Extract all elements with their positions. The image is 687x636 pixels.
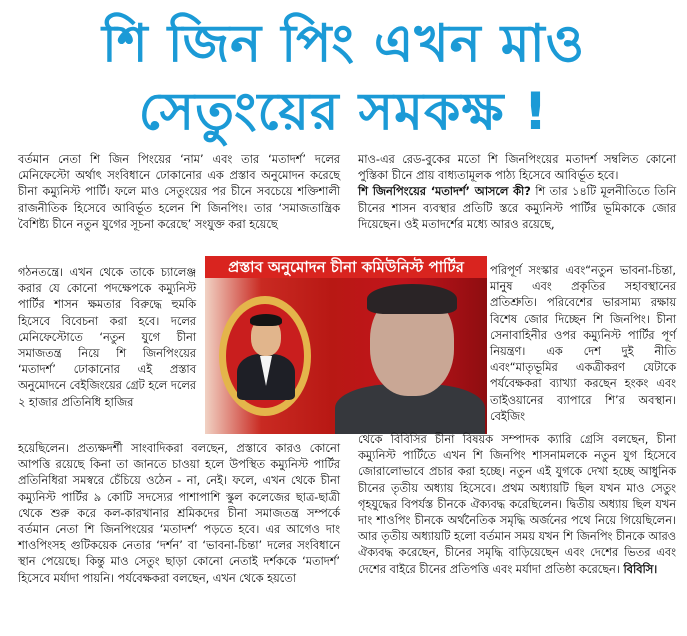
right-column-mid: [490, 263, 676, 425]
headline: [0, 0, 687, 146]
subheading-text: শি তার ১৪টি মূলনীতিতে তিনি চীনের শাসন ব্যবস্থার প্রতিটি স্তরে কম্যুনিস্ট পার্টির ভূমিকাকে জোর দিয়েছেন। ওই মতাদর্শের মধ্যে আরও রয়েছে,: [358, 185, 676, 231]
xi-hair: [250, 314, 282, 326]
left-narrow-paragraph: গঠনতন্ত্রে। এখন থেকে তাকে চ্যালেঞ্জ করার যে কোনো পদক্ষেপকে কম্যুনিস্ট পার্টির শাসন ক্ষমতার বিরুদ্ধে হুমকি হিসেবে বিবেচনা করা হবে। দলের মেনিফেস্টোতে ‘নতুন যুগে চীনা সমাজতন্ত্র নিয়ে শি জিনপিংয়ের ‘মতাদর্শ’ ঢোকানোর এই প্রস্তাব অনুমোদনে বেইজিংয়ের গ্রেট হলে দলের ২ হাজার প্রতিনিধি হাজির: [18, 266, 196, 409]
mao-hair: [367, 284, 457, 314]
headline-line-1: শি জিন পিং এখন মাও: [101, 14, 586, 74]
right-mid-paragraph: পরিপূর্ণ সংস্কার এবং“নতুন ভাবনা-চিন্তা, মানুষ এবং প্রকৃতির সহাবস্থানের প্রতিশ্রুতি। পরিবেশের ভারসাম্য রক্ষায় বিশেষ জোর দিচ্ছেন শি জিনপিং। চীনা সেনাবাহিনীর ওপর কম্যুনিস্ট পার্টির পূর্ণ নিয়ন্ত্রণ। এক দেশ দুই নীতি এবং“মাতৃভূমির একত্রীকরণ যেটাকে পর্যবেক্ষকরা ব্যাখ্যা করছেন হংকং এবং তাইওয়ানের ব্যাপারে শি’র অবস্থান। বেইজিং: [490, 264, 676, 423]
left-column-bottom: [18, 441, 340, 587]
headline-line-2: সেতুংয়ের সমকক্ষ !: [138, 82, 549, 142]
right-top-paragraph: মাও-এর রেড-বুকের মতো শি জিনপিংয়ের মতাদর্শ সম্বলিত কোনো পুস্তিকা চীনে প্রায় বাধ্যতামূলক পাঠ্য হিসেবে আবির্ভূত হবে।: [358, 153, 676, 183]
left-column-narrow: [18, 265, 196, 411]
photo-xi-mao-portraits: [205, 278, 487, 434]
right-bottom-text: থেকে বিবিসির চীনা বিষয়ক সম্পাদক ক্যারি গ্রেসি বলছেন, চীনা কম্যুনিস্ট পার্টিতে এখন শি জিনপিং শাসনামলকে নতুন যুগ হিসেবে জোরালোভাবে প্রচার করা হচ্ছে। নতুন এই যুগকে দেখা হচ্ছে আধুনিক চীনের তৃতীয় অধ্যায় হিসেবে। প্রথম অধ্যায়টি ছিল যখন মাও সেতুং গৃহযুদ্ধের বিপর্যস্ত চীনকে ঐক্যবদ্ধ করেছিলেন। দ্বিতীয় অধ্যায় ছিল যখন দাং শাওপিং চীনকে অর্থনৈতিক সমৃদ্ধি অর্জনের পথে নিয়ে গিয়েছিলেন। আর তৃতীয় অধ্যায়টি হলো বর্তমান সময় যখন শি জিনপিং চীনকে আরও ঐক্যবদ্ধ করেছেন, চীনের সমৃদ্ধি বাড়িয়েছেন এবং দেশের ভিতর এবং দেশের বাইরে চীনের প্রতিপত্তি এবং মর্যাদা প্রতিষ্ঠা করেছেন।: [358, 433, 676, 576]
right-bottom-paragraph: [358, 432, 676, 578]
image-caption: প্রস্তাব অনুমোদন চীনা কমিউনিস্ট পার্টির: [205, 256, 487, 278]
right-column-bottom: [358, 432, 676, 578]
right-column-top: [358, 152, 676, 233]
left-top-paragraph: বর্তমান নেতা শি জিন পিংয়ের ‘নাম’ এবং তার ‘মতাদর্শ’ দলের মেনিফেস্টো অর্থাৎ সংবিধানে ঢোকানোর এক প্রস্তাব অনুমোদন করেছে চীনা কম্যুনিস্ট পার্টি। ফলে মাও সেতুংয়ের পর চীনে সবচেয়ে শক্তিশালী রাজনীতিক হিসেবে আবির্ভূত হলেন শি জিনপিং। তার ‘সমাজতান্ত্রিক বৈশিষ্ট্য চীনে নতুন যুগের সূচনা করেছে’ সংযুক্ত করা হয়েছে: [18, 153, 340, 231]
left-column-top: [18, 152, 340, 233]
subheading: শি জিনপিংয়ের ‘মতাদর্শ’ আসলে কী?: [358, 185, 531, 199]
left-bottom-paragraph: হয়েছিলেন। প্রত্যক্ষদর্শী সাংবাদিকরা বলছেন, প্রস্তাবে কারও কোনো আপত্তি রয়েছে কিনা তা জানতে চাওয়া হলে উপস্থিত কম্যুনিস্ট পার্টির প্রতিনিধিরা সমস্বরে চেঁচিয়ে ওঠেন - না, নেই। ফলে, এখন থেকে চীনা কম্যুনিস্ট পার্টির ৯ কোটি সদস্যের পাশাপাশি স্কুল কলেজের ছাত্র-ছাত্রী থেকে শুরু করে কল-কারখানার শ্রমিকদের চীনা সমাজতন্ত্র সম্পর্কে বর্তমান নেতা শি জিনপিংয়ের ‘মতাদর্শ’ পড়তে হবে। এর আগেও দাং শাওপিংসহ গুটিকয়েক নেতার ‘দর্শন’ বা ‘ভাবনা-চিন্তা’ দলের সংবিধানে স্থান পেয়েছে। কিন্তু মাও সেতুং ছাড়া কোনো নেতাই দর্শককে ‘মতাদর্শ’ হিসেবে মর্যাদা পায়নি। পর্যবেক্ষকরা বলছেন, এখন থেকে হয়তো: [18, 442, 340, 585]
right-sub-paragraph: [358, 184, 676, 233]
byline: বিবিসি।: [623, 562, 658, 576]
